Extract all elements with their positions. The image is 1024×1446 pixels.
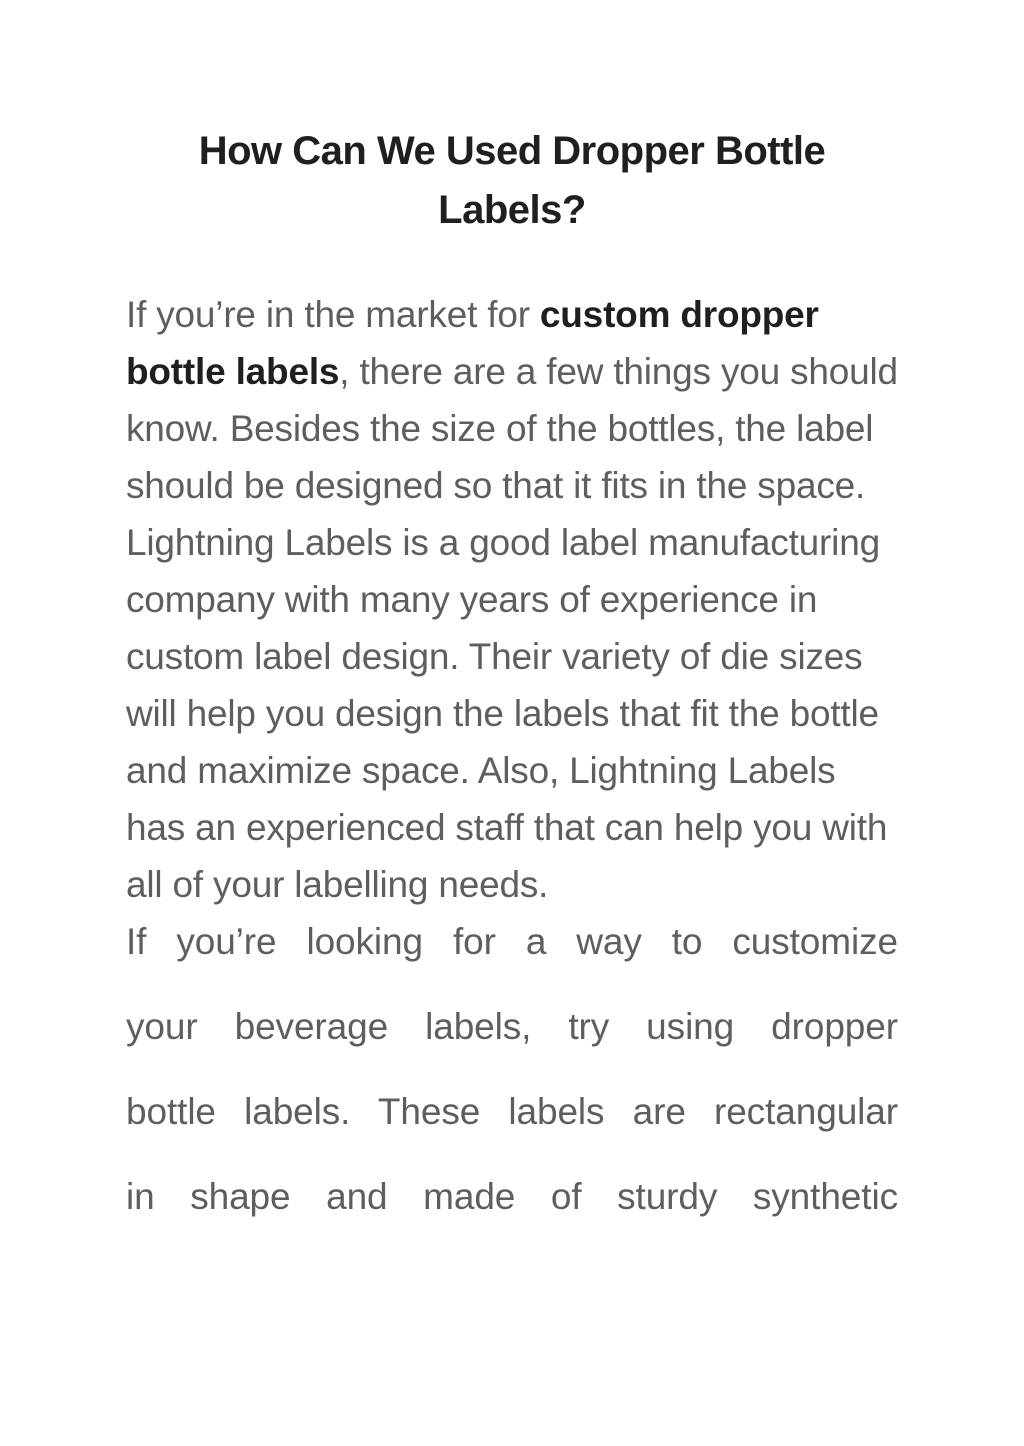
paragraph-line: your beverage labels, try using dropper (126, 1006, 898, 1047)
paragraph-line: If you’re looking for a way to customize (126, 921, 898, 962)
paragraph-intro-lead: If you’re in the market for (126, 294, 540, 335)
paragraph-intro-bold-link-text: custom dropper bottle labels (126, 294, 819, 392)
paragraph-line: bottle labels. These labels are rectangular (126, 1091, 898, 1132)
document-title: How Can We Used Dropper Bottle Labels? (198, 129, 826, 232)
paragraph-intro-body: , there are a few things you should know. Besides the size of the bottles, the label should be designed so that it fits in the space. Lightning Labels is a good label manufacturing company with many years of experience in custom label design. Their variety of die sizes will help you design the labels that fit the bottle and maximize space. Also, Lightning Labels has an experienced staff that can help you with all of your labelling needs. (126, 351, 898, 905)
paragraph-beverage-labels (126, 899, 898, 1239)
paragraph-intro (126, 286, 898, 913)
paragraph-line: in shape and made of sturdy synthetic (126, 1176, 898, 1217)
